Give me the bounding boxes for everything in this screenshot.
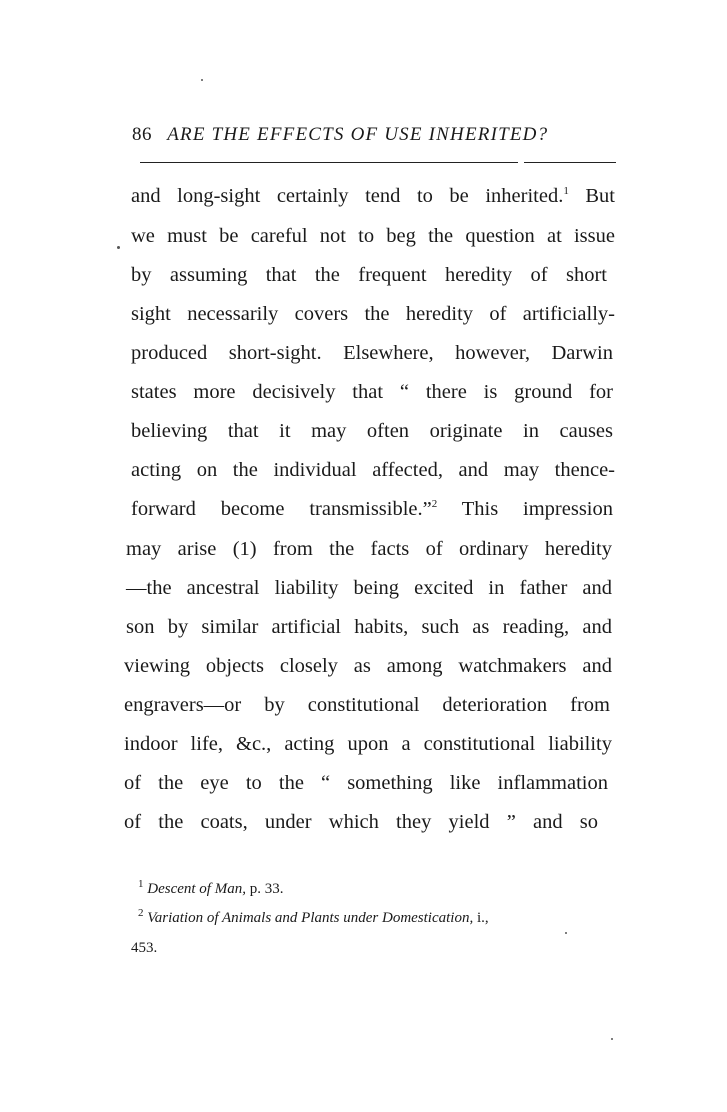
text-line-6: states more decisively that “ there is ground for: [131, 381, 613, 403]
text-line-11: —the ancestral liability being excited in father and: [126, 577, 612, 599]
running-header: [132, 124, 618, 146]
scan-speck: [565, 932, 567, 934]
text-line-16: of the eye to the “ something like inflammation: [124, 772, 608, 794]
text-line-13: viewing objects closely as among watchmakers and: [124, 655, 612, 677]
text-line-5: produced short-sight. Elsewhere, however, Darwin: [131, 342, 613, 364]
text-line-7: believing that it may often originate in causes: [131, 420, 613, 442]
header-rule-right: [524, 162, 616, 163]
scan-speck: [117, 246, 120, 249]
text-line-3: by assuming that the frequent heredity of short: [131, 264, 607, 286]
footnote-ref-2: 2: [431, 498, 438, 511]
text-line-17: of the coats, under which they yield ” and so: [124, 811, 598, 833]
running-title: ARE THE EFFECTS OF USE INHERITED?: [167, 124, 549, 145]
text-line-4: sight necessarily covers the heredity of artificially-: [131, 303, 615, 325]
text-line-9: forward become transmissible.”$^2$ This impression: [131, 498, 613, 520]
text-line-2: we must be careful not to beg the question at issue: [131, 225, 615, 247]
page-number: 86: [132, 124, 152, 145]
header-rule-left: [140, 162, 518, 163]
text-line-1: and long-sight certainly tend to be inherited.$^1$ But: [131, 185, 615, 207]
scan-speck: [201, 79, 203, 81]
text-line-14: engravers—or by constitutional deterioration from: [124, 694, 610, 716]
footnote-1: $^1$ Descent of Man, p. 33.: [138, 878, 284, 897]
text-line-12: son by similar artificial habits, such as reading, and: [126, 616, 612, 638]
footnote-ref-1: 1: [563, 185, 569, 198]
text-line-10: may arise (1) from the facts of ordinary heredity: [126, 538, 612, 560]
footnote-2: $^2$ Variation of Animals and Plants under Domestication, i.,: [138, 907, 489, 926]
text-line-15: indoor life, &c., acting upon a constitutional liability: [124, 733, 612, 755]
text-line-8: acting on the individual affected, and may thence-: [131, 459, 615, 481]
footnote-2-continuation: 453.: [131, 940, 158, 956]
scan-speck: [611, 1038, 613, 1040]
